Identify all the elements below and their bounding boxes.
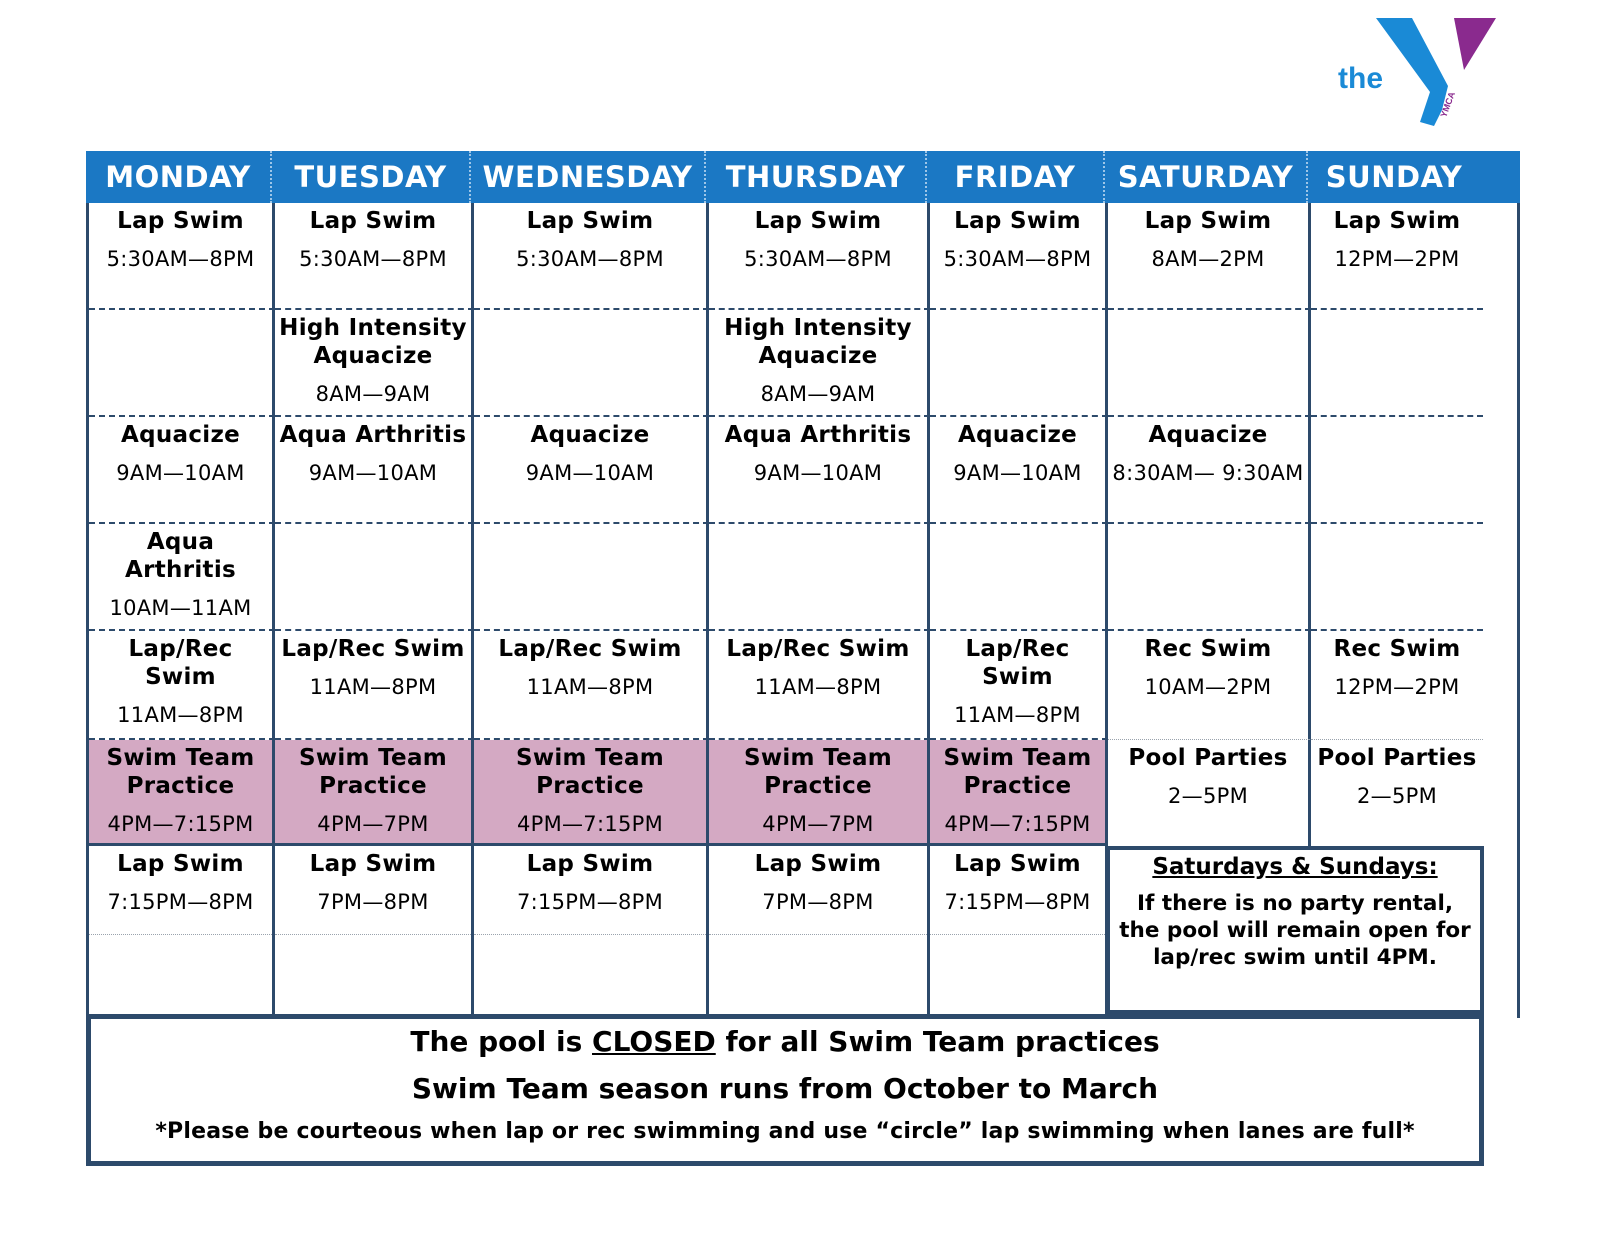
event-time: 4PM—7PM	[762, 812, 874, 836]
event-time: 10AM—2PM	[1144, 675, 1272, 699]
schedule-cell-wednesday	[474, 524, 709, 631]
event-title: Aquacize	[957, 422, 1078, 448]
event-time: 11AM—8PM	[309, 675, 437, 699]
event-title: Aqua Arthritis	[124, 529, 236, 583]
event-time: 4PM—7:15PM	[107, 812, 254, 836]
schedule-cell-friday	[930, 524, 1108, 631]
schedule-cell-saturday	[1108, 417, 1311, 524]
event-time: 11AM—8PM	[754, 675, 882, 699]
day-header-friday: FRIDAY	[927, 151, 1105, 203]
event-time: 11AM—8PM	[117, 703, 244, 727]
schedule-cell-wednesday	[474, 417, 709, 524]
event-title: Lap/Rec Swim	[128, 636, 233, 690]
event-title: Rec Swim	[1333, 636, 1461, 662]
event-title: High Intensity Aquacize	[724, 315, 912, 369]
schedule-cell-wednesday	[474, 310, 709, 417]
schedule-cell-tuesday	[275, 203, 474, 310]
event-title: Lap/Rec Swim	[281, 636, 465, 662]
weekend-note-body: If there is no party rental, the pool will remain open for lap/rec swim until 4PM.	[1119, 891, 1471, 970]
cell-divider	[930, 934, 1105, 935]
logo-word: the	[1338, 62, 1383, 95]
event-title: Lap Swim	[117, 851, 244, 877]
closed-word: CLOSED	[592, 1025, 716, 1058]
weekend-note	[1106, 846, 1484, 1014]
schedule-cell-sunday	[1311, 203, 1483, 310]
day-header-tuesday: TUESDAY	[272, 151, 471, 203]
ymca-logo-mark	[1338, 14, 1518, 134]
closed-notice	[91, 1025, 1479, 1058]
event-title: Lap Swim	[1333, 208, 1461, 234]
footer-notice	[86, 1014, 1484, 1166]
schedule-cell-monday	[89, 203, 275, 310]
event-title: Lap Swim	[754, 208, 882, 234]
event-title: Lap Swim	[954, 851, 1081, 877]
ymca-logo	[1338, 14, 1518, 134]
schedule-cell-thursday	[709, 203, 930, 310]
schedule-cell-saturday	[1108, 524, 1311, 631]
event-title: Swim Team Practice	[515, 745, 665, 799]
event-time: 5:30AM—8PM	[106, 247, 255, 271]
schedule-cell-saturday	[1108, 631, 1311, 740]
event-title: Aquacize	[120, 422, 241, 448]
event-time: 12PM—2PM	[1334, 247, 1460, 271]
event-title: Lap Swim	[117, 208, 244, 234]
event-time: 4PM—7PM	[317, 812, 429, 836]
schedule-cell-thursday	[709, 846, 930, 1018]
schedule-cell-sunday	[1311, 417, 1483, 524]
schedule-cell-sunday	[1311, 524, 1483, 631]
event-time: 11AM—8PM	[526, 675, 654, 699]
event-title: Swim Team Practice	[106, 745, 255, 799]
logo-mark-text: YMCA	[1438, 90, 1457, 119]
event-title: Lap Swim	[526, 208, 654, 234]
event-title: Lap Swim	[309, 851, 437, 877]
season-notice: Swim Team season runs from October to March	[411, 1072, 1159, 1105]
schedule-cell-monday	[89, 310, 275, 417]
event-time: 9AM—10AM	[308, 461, 438, 485]
day-header-wednesday: WEDNESDAY	[471, 151, 706, 203]
schedule-cell-friday	[930, 310, 1108, 417]
schedule-cell-tuesday	[275, 310, 474, 417]
event-title: Pool Parties	[1128, 745, 1288, 771]
schedule-cell-monday	[89, 846, 275, 1018]
event-title: Aquacize	[1148, 422, 1268, 448]
event-title: Lap Swim	[1144, 208, 1272, 234]
schedule-cell-wednesday	[474, 740, 709, 846]
closed-notice-before: The pool is	[410, 1025, 593, 1058]
schedule-cell-wednesday	[474, 631, 709, 740]
day-header-thursday: THURSDAY	[706, 151, 927, 203]
schedule-cell-wednesday	[474, 203, 709, 310]
schedule-cell-friday	[930, 203, 1108, 310]
event-title: Lap Swim	[954, 208, 1081, 234]
schedule-row	[89, 631, 1517, 740]
cell-divider	[709, 934, 927, 935]
schedule-cell-tuesday	[275, 524, 474, 631]
event-time: 4PM—7:15PM	[944, 812, 1091, 836]
cell-divider	[474, 934, 706, 935]
schedule-row	[89, 417, 1517, 524]
schedule-cell-sunday	[1311, 631, 1483, 740]
event-title: Lap Swim	[754, 851, 882, 877]
schedule-cell-saturday	[1108, 740, 1311, 846]
schedule-cell-monday	[89, 524, 275, 631]
event-title: Aqua Arthritis	[724, 422, 912, 448]
event-time: 7PM—8PM	[317, 890, 429, 914]
schedule-cell-friday	[930, 631, 1108, 740]
schedule-row	[89, 740, 1517, 846]
cell-divider	[275, 934, 471, 935]
event-time: 5:30AM—8PM	[299, 247, 447, 271]
schedule-cell-tuesday	[275, 417, 474, 524]
schedule-cell-tuesday	[275, 846, 474, 1018]
schedule-cell-thursday	[709, 631, 930, 740]
event-title: Rec Swim	[1144, 636, 1272, 662]
schedule-cell-thursday	[709, 740, 930, 846]
event-time: 8AM—9AM	[315, 382, 431, 406]
event-time: 4PM—7:15PM	[516, 812, 664, 836]
event-time: 7:15PM—8PM	[944, 890, 1091, 914]
event-title: Swim Team Practice	[943, 745, 1092, 799]
day-header-sunday: SUNDAY	[1325, 160, 1463, 194]
event-title: High Intensity Aquacize	[279, 315, 467, 369]
event-time: 5:30AM—8PM	[943, 247, 1092, 271]
schedule-cell-sunday	[1311, 740, 1483, 846]
day-header-saturday: SATURDAY	[1105, 151, 1308, 203]
event-title: Aqua Arthritis	[279, 422, 467, 448]
event-title: Pool Parties	[1317, 745, 1477, 771]
event-time: 2—5PM	[1167, 784, 1248, 808]
schedule-cell-monday	[89, 417, 275, 524]
event-time: 9AM—10AM	[953, 461, 1082, 485]
event-time: 7PM—8PM	[762, 890, 874, 914]
schedule-cell-wednesday	[474, 846, 709, 1018]
courtesy-notice: *Please be courteous when lap or rec swimming and use “circle” lap swimming when lanes are full*	[155, 1119, 1415, 1144]
event-title: Swim Team Practice	[743, 745, 893, 799]
event-title: Lap/Rec Swim	[726, 636, 910, 662]
event-time: 9AM—10AM	[525, 461, 655, 485]
event-title: Lap Swim	[309, 208, 437, 234]
schedule-cell-thursday	[709, 524, 930, 631]
schedule-row	[89, 310, 1517, 417]
closed-notice-after: for all Swim Team practices	[715, 1025, 1160, 1058]
event-title: Lap/Rec Swim	[965, 636, 1070, 690]
event-time: 9AM—10AM	[116, 461, 245, 485]
schedule-cell-sunday	[1311, 310, 1483, 417]
schedule-cell-tuesday	[275, 740, 474, 846]
event-time: 12PM—2PM	[1334, 675, 1460, 699]
event-time: 10AM—11AM	[109, 596, 252, 620]
event-title: Swim Team Practice	[298, 745, 448, 799]
event-time: 5:30AM—8PM	[744, 247, 892, 271]
schedule-cell-thursday	[709, 310, 930, 417]
event-title: Aquacize	[530, 422, 650, 448]
schedule-cell-friday	[930, 740, 1108, 846]
event-time: 7:15PM—8PM	[107, 890, 254, 914]
schedule-cell-tuesday	[275, 631, 474, 740]
schedule-cell-saturday	[1108, 310, 1311, 417]
schedule-row	[89, 524, 1517, 631]
event-time: 8AM—9AM	[760, 382, 876, 406]
weekend-note-title: Saturdays & Sundays:	[1152, 854, 1438, 880]
schedule-row	[89, 203, 1517, 310]
event-time: 5:30AM—8PM	[516, 247, 664, 271]
event-time: 8:30AM— 9:30AM	[1112, 461, 1304, 485]
schedule-cell-saturday	[1108, 203, 1311, 310]
day-header-monday: MONDAY	[86, 151, 272, 203]
day-header-row	[86, 151, 1520, 203]
event-time: 9AM—10AM	[753, 461, 883, 485]
cell-divider	[89, 934, 272, 935]
event-time: 11AM—8PM	[954, 703, 1081, 727]
event-time: 7:15PM—8PM	[516, 890, 664, 914]
schedule-cell-thursday	[709, 417, 930, 524]
event-time: 2—5PM	[1356, 784, 1437, 808]
schedule-cell-monday	[89, 740, 275, 846]
event-title: Lap/Rec Swim	[498, 636, 682, 662]
event-title: Lap Swim	[526, 851, 654, 877]
schedule-cell-friday	[930, 417, 1108, 524]
schedule-cell-friday	[930, 846, 1108, 1018]
schedule-cell-monday	[89, 631, 275, 740]
event-time: 8AM—2PM	[1151, 247, 1265, 271]
